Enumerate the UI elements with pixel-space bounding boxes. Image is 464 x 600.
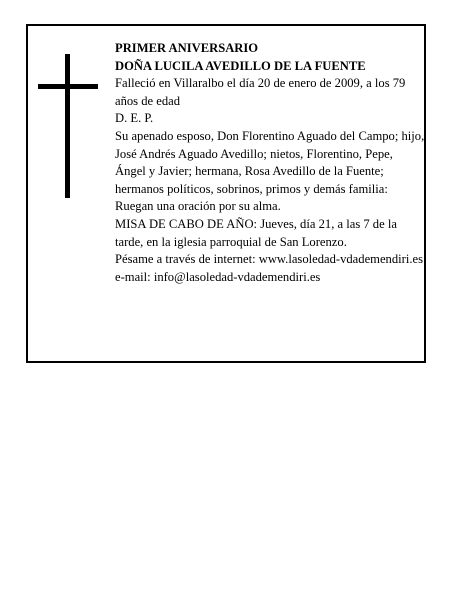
family-list: Su apenado esposo, Don Florentino Aguado del Campo; hijo, José Andrés Aguado Avedillo; nietos, Florentino, Pepe, Ángel y Javier; hermana, Rosa Avedillo de la Fuente; hermanos políticos, sobrinos, primos y demás familia: [115, 128, 425, 196]
obituary-notice [26, 24, 426, 363]
notice-text [115, 40, 425, 286]
death-details: Falleció en Villaralbo el día 20 de enero de 2009, a los 79 años de edad [115, 76, 406, 108]
deceased-name: DOÑA LUCILA AVEDILLO DE LA FUENTE [115, 58, 366, 73]
condolences-info: Pésame a través de internet: www.lasoledad-vdademendiri.es e-mail: info@lasoledad-vdademendiri.es [115, 252, 423, 284]
rest-in-peace: D. E. P. [115, 111, 154, 126]
cross-vertical-bar [65, 54, 70, 198]
mass-details: MISA DE CABO DE AÑO: Jueves, día 21, a las 7 de la tarde, en la iglesia parroquial de San Lorenzo. [115, 216, 397, 249]
cross-horizontal-bar [38, 84, 98, 89]
latin-cross-icon [38, 54, 98, 198]
prayer-request: Ruegan una oración por su alma. [115, 199, 281, 214]
notice-heading: PRIMER ANIVERSARIO [115, 41, 259, 55]
